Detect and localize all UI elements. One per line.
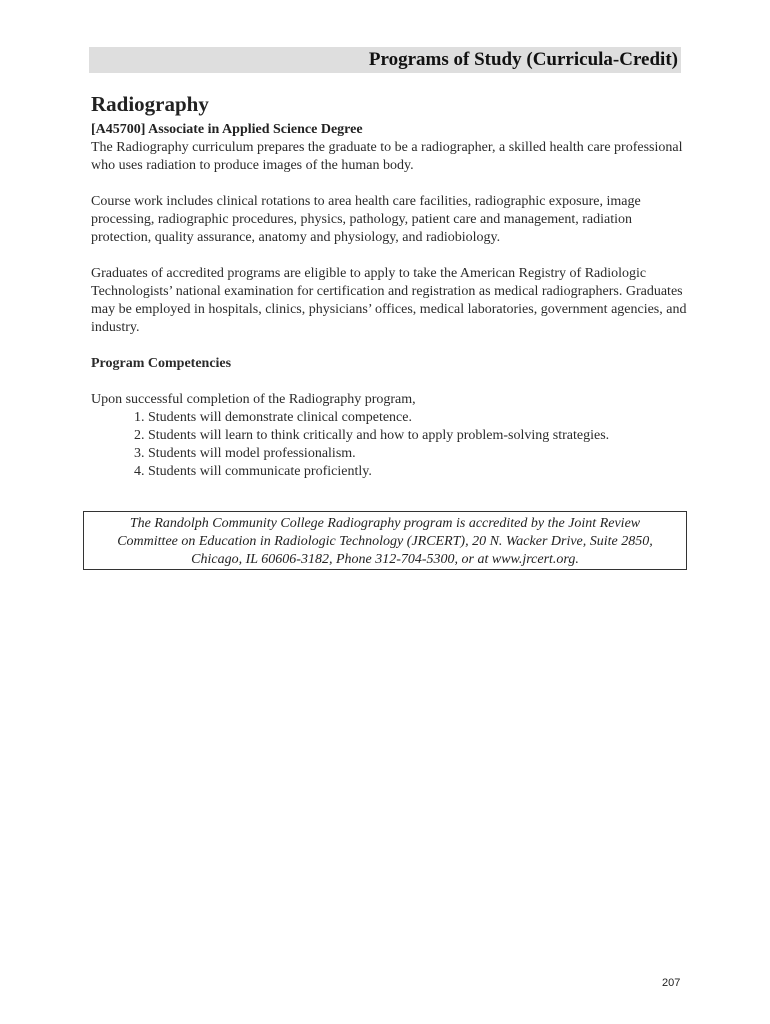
page-title: Radiography bbox=[91, 92, 209, 116]
description-paragraph: The Radiography curriculum prepares the graduate to be a radiographer, a skilled health care professional who uses radiation to produce images of the human body. bbox=[91, 140, 683, 173]
accreditation-box bbox=[83, 511, 687, 570]
competency-item: 1. Students will demonstrate clinical competence. bbox=[134, 410, 412, 425]
coursework-paragraph: Course work includes clinical rotations to area health care facilities, radiographic exposure, image processing, radiographic procedures, physics, pathology, patient care and management, radiation protection, quality assurance, anatomy and physiology, and radiobiology. bbox=[91, 194, 641, 245]
section-header-bar bbox=[89, 47, 681, 73]
competencies-intro: Upon successful completion of the Radiography program, bbox=[91, 392, 416, 407]
competencies-list bbox=[91, 409, 691, 481]
page-number: 207 bbox=[662, 977, 681, 989]
accreditation-line: The Randolph Community College Radiography program is accredited by the Joint Review bbox=[129, 516, 641, 531]
section-header-title: Programs of Study (Curricula-Credit) bbox=[368, 49, 678, 70]
competency-item: 2. Students will learn to think critically and how to apply problem-solving strategies. bbox=[134, 428, 610, 443]
graduates-paragraph: Graduates of accredited programs are eligible to apply to take the American Registry of Radiologic Technologists’ national examination for certification and registration as medical radiographers. Graduates may be employed in hospitals, clinics, physicians’ offices, medical laboratories, government agencies, and industry. bbox=[91, 266, 687, 335]
accreditation-line: Chicago, IL 60606-3182, Phone 312-704-5300, or at www.jrcert.org. bbox=[191, 552, 579, 567]
competency-item: 3. Students will model professionalism. bbox=[134, 446, 356, 461]
competencies-heading: Program Competencies bbox=[91, 356, 232, 371]
degree-title: [A45700] Associate in Applied Science Degree bbox=[91, 122, 363, 137]
program-description bbox=[91, 121, 691, 481]
competency-item: 4. Students will communicate proficiently. bbox=[134, 464, 372, 479]
accreditation-line: Committee on Education in Radiologic Technology (JRCERT), 20 N. Wacker Drive, Suite 2850, bbox=[117, 534, 653, 549]
